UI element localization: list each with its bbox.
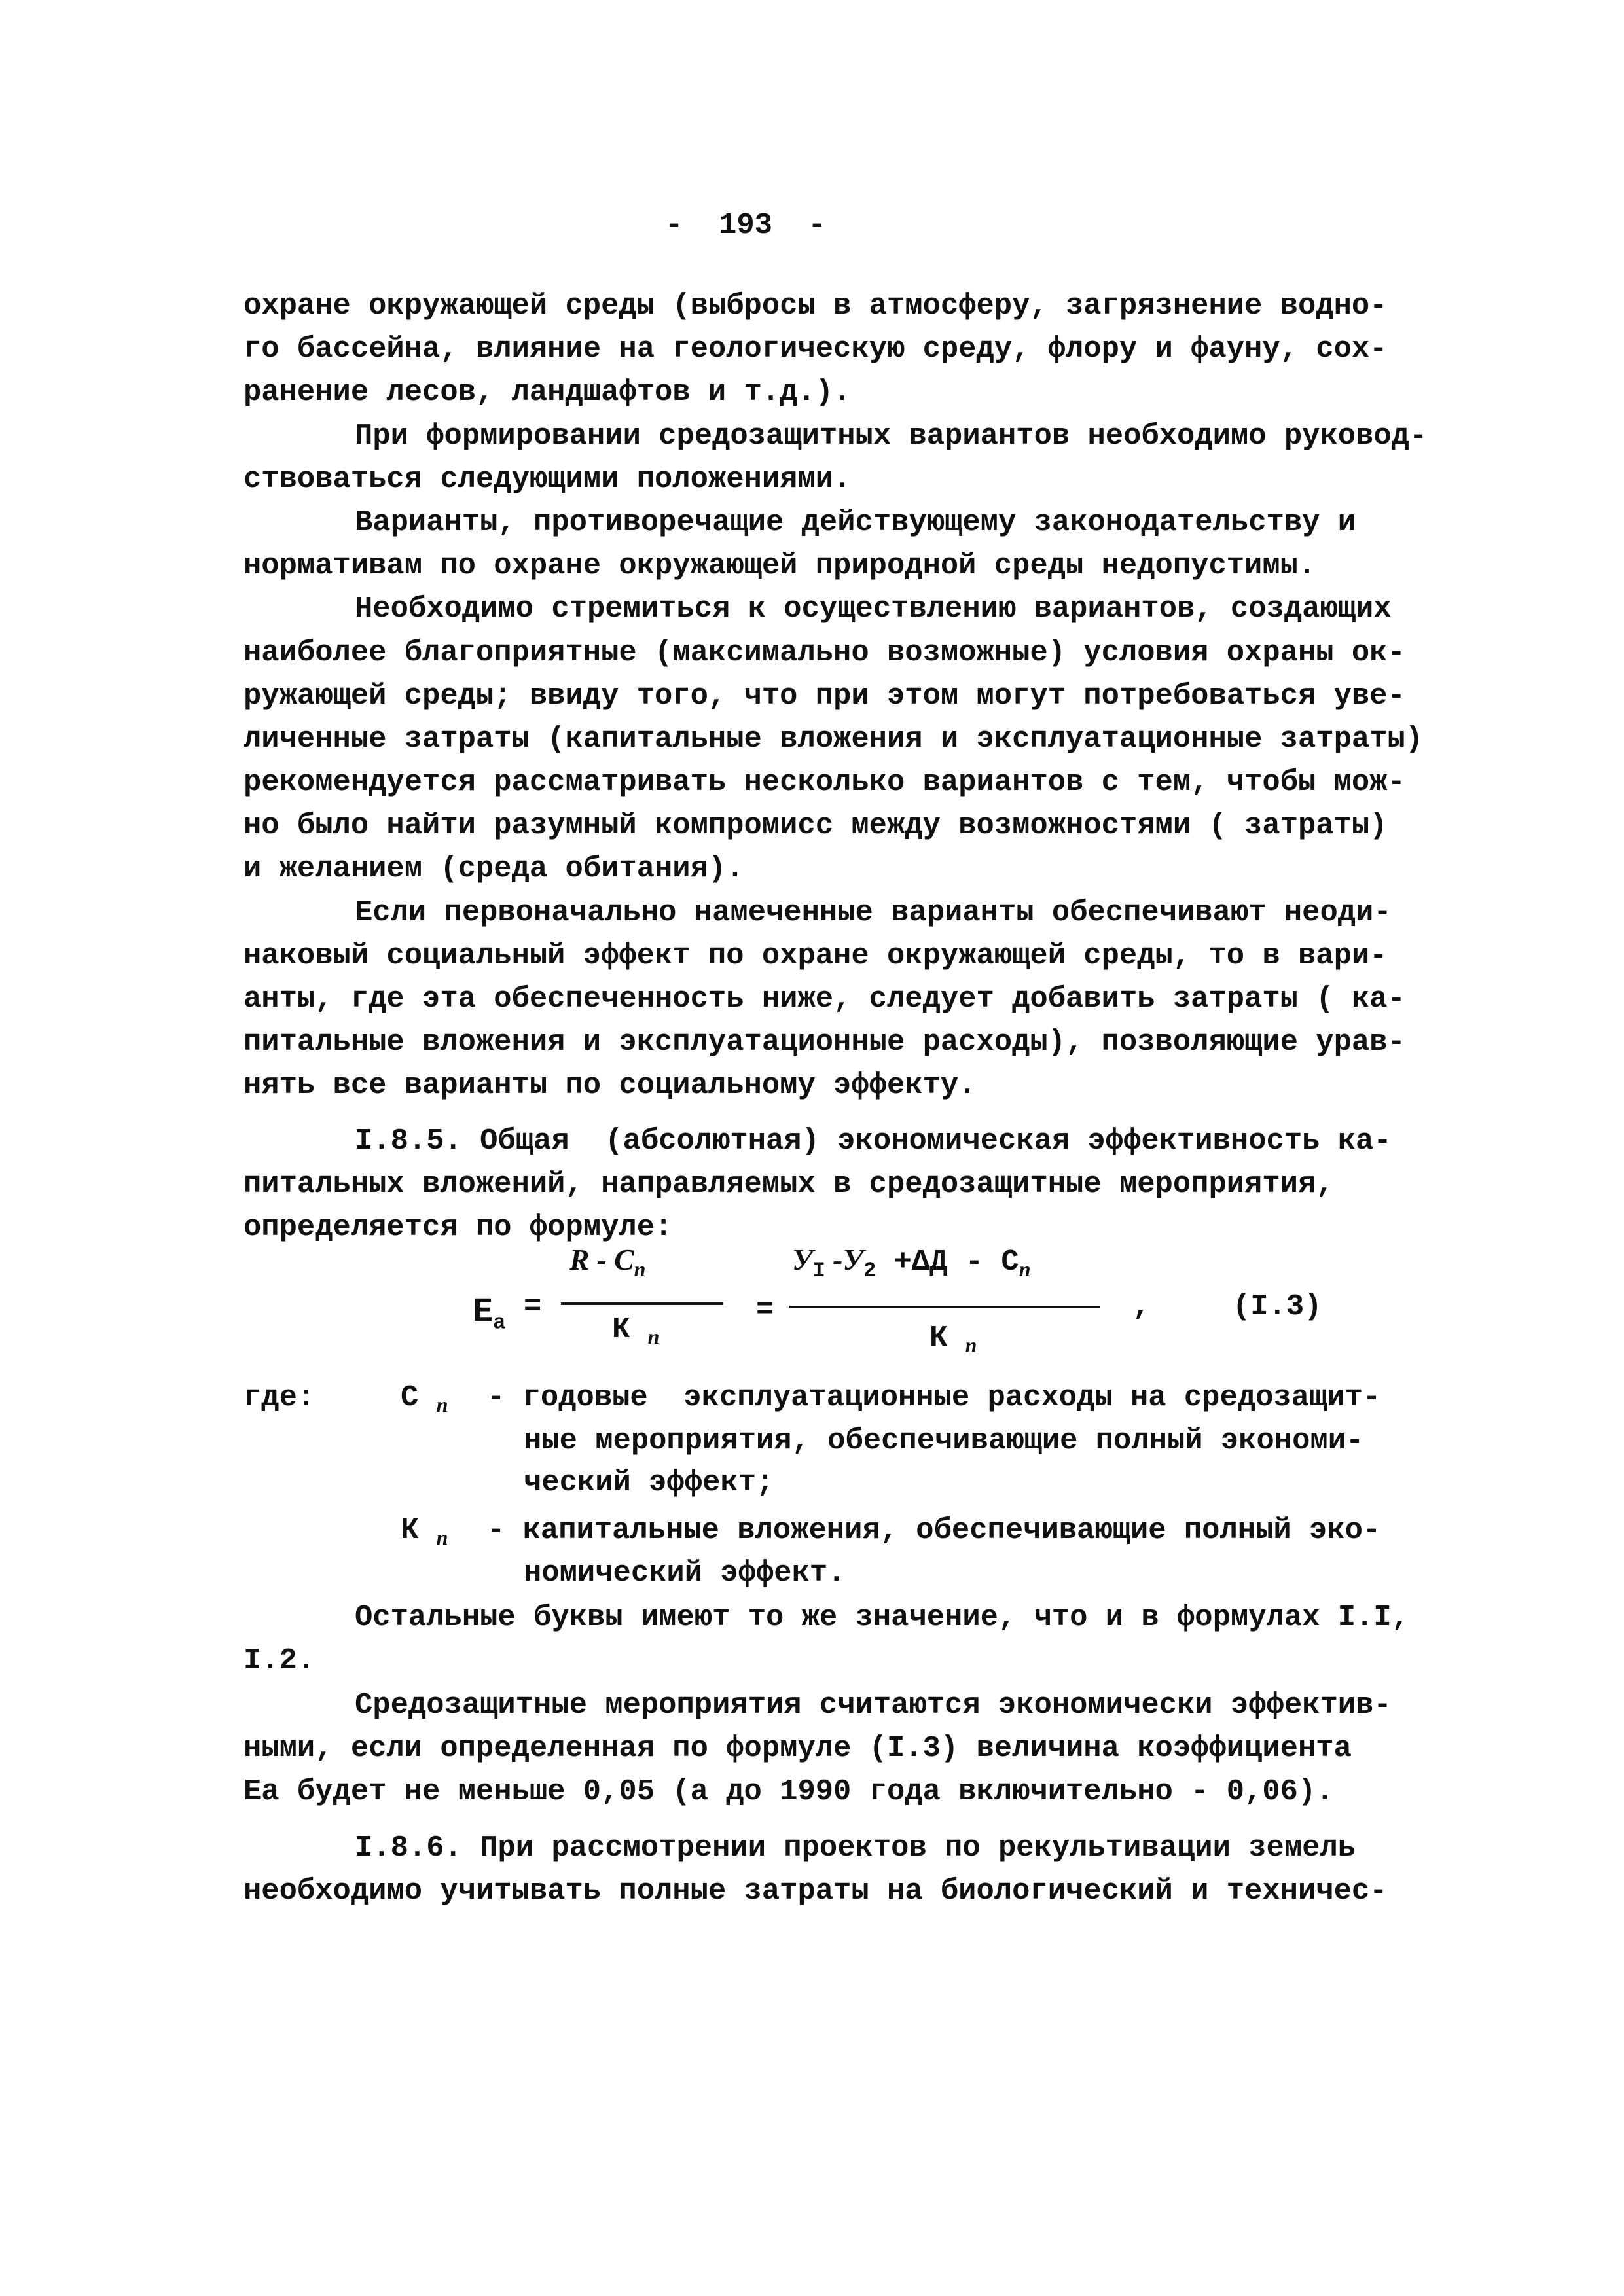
text-line: нормативам по охране окружающей природной среды недопустимы. [244,548,1316,583]
symbol-cn: С $_n$ [401,1380,448,1417]
text-line: рекомендуется рассматривать несколько вариантов с тем, чтобы мож- [244,765,1405,800]
text-line: анты, где эта обеспеченность ниже, следует добавить затраты ( ка- [244,982,1405,1016]
text-block-intro [244,284,1427,1107]
text-line: ными, если определенная по формуле (I.3) величина коэффициента [244,1731,1352,1766]
text-line: необходимо учитывать полные затраты на биологический и техничес- [244,1874,1388,1909]
text-line: I.8.5. Общая (абсолютная) экономическая эффективность ка- [355,1124,1392,1158]
text-line: но было найти разумный компромисс между возможностями ( затраты) [244,808,1388,843]
text-line: питальных вложений, направляемых в средозащитные мероприятия, [244,1167,1334,1202]
formula-numerator-2: $У_I$ $-У_2 +\Delta Д - C_n$ [792,1243,1031,1283]
text-line: Необходимо стремиться к осуществлению вариантов, создающих [355,592,1392,626]
text-line: наиболее благоприятные (максимально возможные) условия охраны ок- [244,635,1405,670]
formula-number: (I.3) [1233,1289,1322,1323]
text-block-effectiveness [244,1683,1392,1814]
fraction-bar-2 [789,1306,1100,1308]
text-line: ружающей среды; ввиду того, что при этом могут потребоваться уве- [244,678,1405,713]
text-line: Еа будет не меньше 0,05 (а до 1990 года включительно - 0,06). [244,1774,1334,1809]
text-line: При формировании средозащитных вариантов необходимо руковод- [355,418,1428,453]
formula-comma: , [1132,1289,1151,1323]
text-block-other-letters [244,1596,1409,1682]
text-line: Средозащитные мероприятия считаются экономически эффектив- [355,1688,1392,1722]
text-line: питальные вложения и эксплуатационные расходы), позволяющие урав- [244,1025,1405,1060]
text-line: ствоваться следующими положениями. [244,461,852,496]
text-line: Если первоначально намеченные варианты обеспечивают неоди- [355,895,1392,929]
fraction-bar-1 [561,1302,723,1305]
text-line: Варианты, противоречащие действующему законодательству и [355,505,1356,539]
text-line: определяется по формуле: [244,1210,673,1245]
page-number: - 193 - [665,208,826,242]
definition-cn-line: ческий эффект; [524,1465,774,1499]
formula-numerator-1: R - $C_n$ [569,1243,646,1282]
where-label: где: [244,1380,316,1414]
text-line: нять все варианты по социальному эффекту. [244,1068,977,1103]
formula-denominator-2: К $_n$ [929,1321,977,1357]
text-line: I.2. [244,1643,316,1678]
text-line: ранение лесов, ландшафтов и т.д.). [244,375,852,410]
text-line: наковый социальный эффект по охране окружающей среды, то в вари- [244,938,1388,973]
text-block-section-1-8-5 [244,1119,1392,1249]
text-line: го бассейна, влияние на геологическую среду, флору и фауну, сох- [244,332,1388,367]
text-block-section-1-8-6 [244,1826,1387,1912]
formula-equals-1: = [524,1289,542,1323]
definition-kn-line: - капитальные вложения, обеспечивающие полный эко- [487,1513,1381,1547]
text-line: и желанием (среда обитания). [244,852,744,886]
text-line: личенные затраты (капитальные вложения и эксплуатационные затраты) [244,721,1424,756]
formula-denominator-1: К $_n$ [612,1312,660,1349]
text-line: охране окружающей среды (выбросы в атмосферу, загрязнение водно- [244,289,1388,323]
symbol-kn: К $_n$ [401,1513,448,1550]
formula-equals-2: = [756,1293,774,1327]
text-line: I.8.6. При рассмотрении проектов по рекультивации земель [355,1831,1356,1865]
definition-cn-line: ные мероприятия, обеспечивающие полный экономи- [524,1424,1364,1458]
definition-kn-line: номический эффект. [524,1556,846,1590]
formula-lhs: $E_а$ [473,1293,506,1335]
text-line: Остальные буквы имеют то же значение, что и в формулах I.I, [355,1600,1409,1634]
definition-cn-line: - годовые эксплуатационные расходы на средозащит- [487,1380,1381,1414]
